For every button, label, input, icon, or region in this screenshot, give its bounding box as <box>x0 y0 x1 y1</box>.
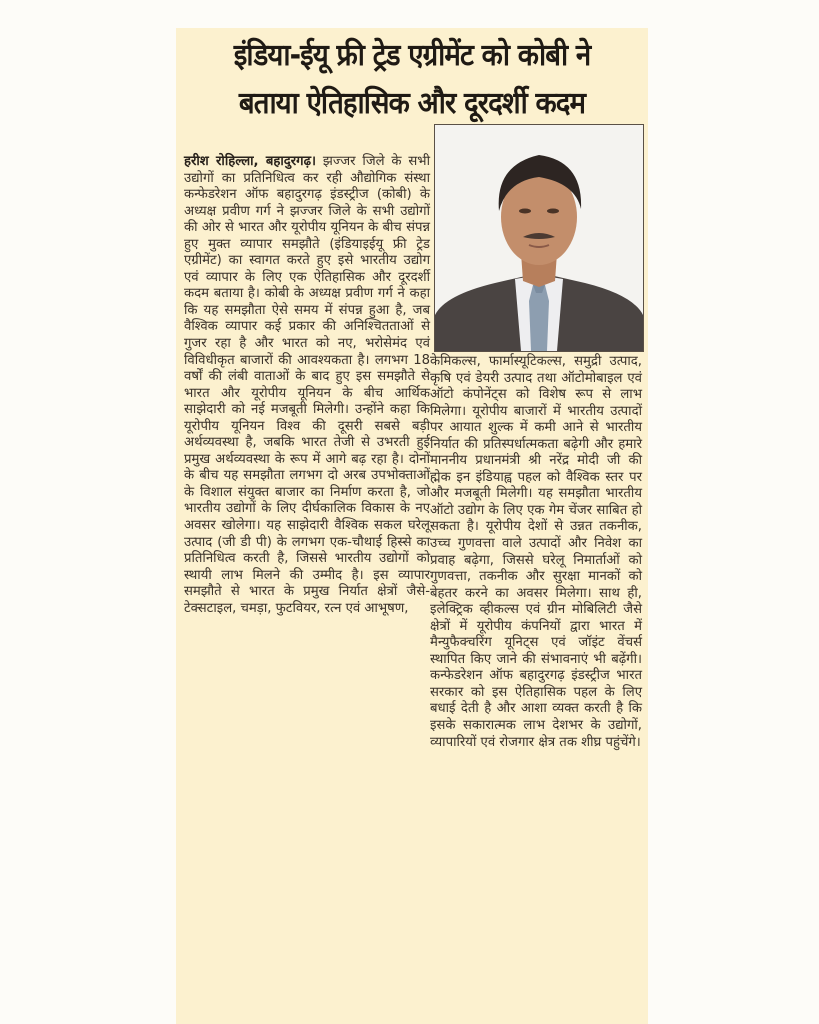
portrait-photo <box>434 124 644 352</box>
person-portrait-icon <box>435 125 643 351</box>
right-column-text: केमिकल्स, फार्मास्यूटिकल्स, समुद्री उत्पाद, कृषि एवं डेयरी उत्पाद तथा ऑटोमोबाइल एवं ऑटो कंपोनेंट्स को विशेष रूप से लाभ मिलेगा। यूरोपीय बाजारों में भारतीय उत्पादों पर आयात शुल्क में कमी आने से भारतीय निर्यात की प्रतिस्पर्धात्मकता बढ़ेगी और हमारे माननीय प्रधानमंत्री श्री नरेंद्र मोदी जी की ह्मेक इन इंडियाह्व पहल को वैश्विक स्तर पर और मजबूती मिलेगी। यह समझौता भारतीय ऑटो उद्योग के लिए एक गेम चेंजर साबित हो सकता है। यूरोपीय देशों से उन्नत तकनीक, उच्च गुणवत्ता वाले उत्पादों और निवेश का प्रवाह बढ़ेगा, जिससे घरेलू निमार्ताओं को गुणवत्ता, तकनीक और सुरक्षा मानकों को बेहतर करने का अवसर मिलेगा। साथ ही, इलेक्ट्रिक व्हीकल्स एवं ग्रीन मोबिलिटी जैसे क्षेत्रों में यूरोपीय कंपनियों द्वारा भारत में मैन्युफैक्चरिंग यूनिट्स एवं जॉइंट वेंचर्स स्थापित किए जाने की संभावनाएं भी बढ़ेंगी। कन्फेडरेशन ऑफ बहादुरगढ़ इंडस्ट्रीज भारत सरकार को इस ऐतिहासिक पहल के लिए बधाई देती है और आशा व्यक्त करती है कि इसके सकारात्मक लाभ देशभर के उद्योगों, व्यापारियों एवं रोजगार क्षेत्र तक शीघ्र पहुंचेंगे। <box>430 354 642 750</box>
left-column-text: झज्जर जिले के सभी उद्योगों का प्रतिनिधित्व कर रही औद्योगिक संस्था कन्फेडरेशन ऑफ बहादुरगढ़ इंडस्ट्रीज (कोबी) के अध्यक्ष प्रवीण गर्ग ने झज्जर जिले के सभी उद्योगों की ओर से भारत और यूरोपीय यूनियन के बीच संपन्न हुए मुक्त व्यापार समझौते (इंडियाइईयू फ्री ट्रेड एग्रीमेंट) का स्वागत करते हुए इसे भारतीय उद्योग एवं व्यापार के लिए एक ऐतिहासिक और दूरदर्शी कदम बताया है। कोबी के अध्यक्ष प्रवीण गर्ग ने कहा कि यह समझौता ऐसे समय में संपन्न हुआ है, जब वैश्विक व्यापार कई प्रकार की अनिश्चितताओं से गुजर रहा है और भारत को नए, भरोसेमंद एवं विविधीकृत बाजारों की आवश्यकता है। लगभग 18 वर्षों की लंबी वाताओं के बाद हुए इस समझौते से भारत और यूरोपीय यूनियन के बीच आर्थिक साझेदारी को नई मजबूती मिलेगी। उन्होंने कहा कि यूरोपीय यूनियन विश्व की दूसरी सबसे बड़ी अर्थव्यवस्था है, जबकि भारत तेजी से उभरती हुई प्रमुख अर्थव्यवस्था के रूप में आगे बढ़ रहा है। दोनों के बीच यह समझौता लगभग दो अरब उपभोक्ताओं के विशाल संयुक्त बाजार का निर्माण करता है, जो भारतीय उद्योगों के लिए दीर्घकालिक विकास के नए अवसर खोलेगा। यह साझेदारी वैश्विक सकल घरेलू उत्पाद (जी डी पी) के लगभग एक-चौथाई हिस्से का प्रतिनिधित्व करती है, जिससे भारतीय उद्योगों को स्थायी लाभ मिलने की उम्मीद है। इस व्यापार समझौते से भारत के प्रमुख निर्यात क्षेत्रों जैसे-टेक्सटाइल, चमड़ा, फुटवियर, रत्न एवं आभूषण, <box>184 154 430 616</box>
headline-line-1: इंडिया-ईयू फ्री ट्रेड एग्रीमेंट को कोबी ने <box>233 38 591 73</box>
newspaper-clipping <box>176 28 648 1024</box>
article-right-column <box>430 354 642 751</box>
headline-line-2: बताया ऐतिहासिक और दूरदर्शी कदम <box>238 86 586 121</box>
byline: हरीश रोहिल्ला, बहादुरगढ़। <box>184 154 317 169</box>
headline <box>195 32 629 128</box>
article-left-column <box>184 154 430 617</box>
